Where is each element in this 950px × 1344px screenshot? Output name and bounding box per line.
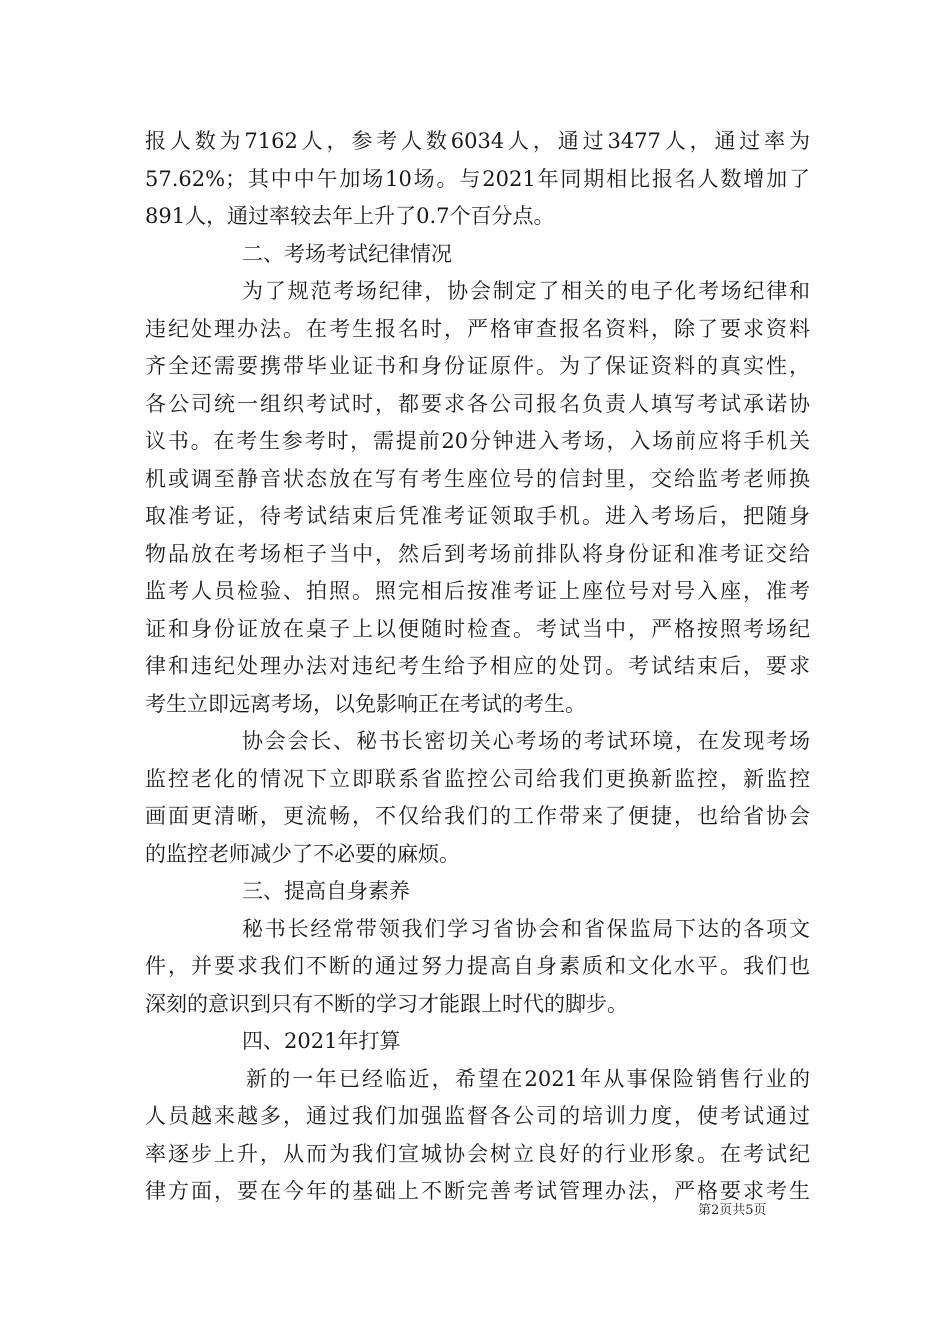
paragraph-learning <box>145 911 810 1024</box>
text-line: 画面更清晰，更流畅，不仅给我们的工作带来了便捷，也给省协会 <box>145 804 810 828</box>
text-line: 考生立即远离考场，以免影响正在考试的考生。 <box>145 691 586 716</box>
paragraph-exam-discipline <box>145 273 810 723</box>
text-line: 率逐步上升，从而为我们宣城协会树立良好的行业形象。在考试纪 <box>145 1141 810 1166</box>
text-line: 物品放在考场柜子当中，然后到考场前排队将身份证和准考证交给 <box>145 541 810 566</box>
text-line: 监控老化的情况下立即联系省监控公司给我们更换新监控，新监控 <box>145 766 810 791</box>
document-body <box>145 123 810 1211</box>
text-line: 秘书长经常带领我们学习省协会和省保监局下达的各项文 <box>242 916 810 941</box>
text-line: 议书。在考生参考时，需提前20分钟进入考场，入场前应将手机关 <box>145 429 810 453</box>
section-heading-2: 二、考场考试纪律情况 <box>242 241 452 266</box>
text-line: 齐全还需要携带毕业证书和身份证原件。为了保证资料的真实性， <box>145 354 810 378</box>
text-line: 57.62%；其中中午加场10场。与2021年同期相比报名人数增加了 <box>145 166 810 191</box>
text-line: 取准考证，待考试结束后凭准考证领取手机。进入考场后，把随身 <box>145 504 810 528</box>
text-line: 律方面，要在今年的基础上不断完善考试管理办法，严格要求考生 <box>145 1179 810 1203</box>
text-line: 各公司统一组织考试时，都要求各公司报名负责人填写考试承诺协 <box>145 391 810 416</box>
text-line: 为了规范考场纪律，协会制定了相关的电子化考场纪律和 <box>242 279 810 303</box>
text-line: 监考人员检验、拍照。照完相后按准考证上座位号对号入座，准考 <box>145 579 810 603</box>
text-line: 律和违纪处理办法对违纪考生给予相应的处罚。考试结束后，要求 <box>145 654 810 678</box>
text-line: 证和身份证放在桌子上以便随时检查。考试当中，严格按照考场纪 <box>145 616 810 641</box>
text-line: 的监控老师减少了不必要的麻烦。 <box>145 841 460 866</box>
text-line: 件，并要求我们不断的通过努力提高自身素质和文化水平。我们也 <box>145 954 810 978</box>
text-line: 机或调至静音状态放在写有考生座位号的信封里，交给监考老师换 <box>145 466 810 491</box>
section-heading-4: 四、2021年打算 <box>242 1029 401 1053</box>
text-line: 人员越来越多，通过我们加强监督各公司的培训力度，使考试通过 <box>145 1104 810 1128</box>
page-number-footer: 第2页共5页 <box>698 1203 767 1218</box>
paragraph-plan <box>145 1061 810 1211</box>
text-line: 协会会长、秘书长密切关心考场的考试环境，在发现考场 <box>242 729 810 753</box>
text-line: 891人，通过率较去年上升了0.7个百分点。 <box>145 204 555 228</box>
text-line: 报人数为7162人，参考人数6034人，通过3477人，通过率为 <box>145 129 810 153</box>
text-line: 违纪处理办法。在考生报名时，严格审查报名资料，除了要求资料 <box>145 316 810 341</box>
section-heading-3: 三、提高自身素养 <box>242 879 410 903</box>
paragraph-statistics <box>145 123 810 236</box>
text-line: 深刻的意识到只有不断的学习才能跟上时代的脚步。 <box>145 991 628 1016</box>
text-line: 新的一年已经临近，希望在2021年从事保险销售行业的 <box>246 1066 810 1091</box>
paragraph-monitoring <box>145 723 810 873</box>
